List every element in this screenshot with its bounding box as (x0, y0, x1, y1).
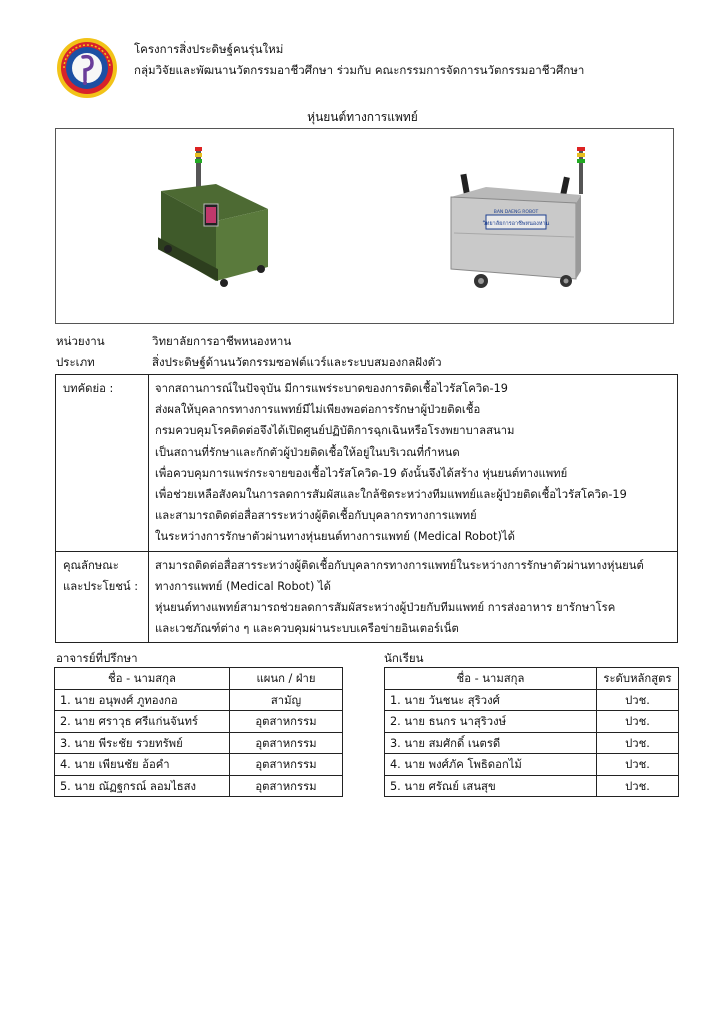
category-value: สิ่งประดิษฐ์ด้านนวัตกรรมซอฟต์แวร์และระบบสมองกลฝังตัว (152, 355, 442, 369)
table-row (385, 711, 679, 733)
students-col-level: ระดับหลักสูตร (597, 668, 679, 690)
abstract-text (149, 375, 678, 552)
students-header-row (385, 668, 679, 690)
student-level: ปวช. (597, 775, 679, 797)
advisor-dept: อุตสาหกรรม (230, 754, 343, 776)
agency-value: วิทยาลัยการอาชีพหนองหาน (152, 334, 292, 348)
features-line: หุ่นยนต์ทางแพทย์สามารถช่วยลดการสัมผัสระหว่างผู้ป่วยกับทีมแพทย์ การส่งอาหาร ยารักษาโรค (155, 601, 616, 615)
student-name: 1. นาย วันชนะ สุริวงศ์ (385, 689, 597, 711)
abstract-line: และสามารถติดต่อสื่อสารระหว่างผู้ติดเชื้อกับบุคลากรทางการแพทย์ (155, 509, 477, 523)
abstract-line: จากสถานการณ์ในปัจจุบัน มีการแพร่ระบาดของการติดเชื้อไวรัสโควิด-19 (155, 382, 508, 395)
steel-robot-label: BAN DAENG ROBOT (493, 210, 539, 215)
category-label: ประเภท (56, 355, 95, 369)
features-line: สามารถติดต่อสื่อสารระหว่างผู้ติดเชื้อกับบุคลากรทางการแพทย์ในระหว่างการรักษาตัวผ่านทางหุ่นยนต์ทางการแพทย์ (Medical Robot) ได้ (155, 558, 644, 593)
table-row (55, 775, 343, 797)
advisor-name: 5. นาย ณัฏฐกรณ์ ลอมไธสง (55, 775, 230, 797)
table-row (55, 711, 343, 733)
header-organizer: กลุ่มวิจัยและพัฒนานวัตกรรมอาชีวศึกษา ร่วมกับ คณะกรรมการจัดการนวัตกรรมอาชีวศึกษา (134, 63, 585, 77)
abstract-line: ส่งผลให้บุคลากรทางการแพทย์มีไม่เพียงพอต่อการรักษาผู้ป่วยติดเชื้อ (155, 403, 481, 417)
students-table (384, 667, 679, 797)
advisor-name: 4. นาย เพียนชัย อ้อคำ (55, 754, 230, 776)
abstract-line: เป็นสถานที่รักษาและกักตัวผู้ป่วยติดเชื้อให้อยู่ในบริเวณที่กำหนด (155, 445, 460, 459)
student-level: ปวช. (597, 711, 679, 733)
project-info-table (55, 374, 678, 643)
student-name: 5. นาย ศรัณย์ เสนสุข (385, 775, 597, 797)
features-line: และเวชภัณฑ์ต่าง ๆ และควบคุมผ่านระบบเครือข่ายอินเตอร์เน็ต (155, 622, 459, 636)
abstract-label: บทคัดย่อ : (56, 375, 149, 552)
students-section-label: นักเรียน (384, 651, 424, 665)
robot-photos (56, 129, 673, 323)
advisor-name: 1. นาย อนุพงศ์ ภูทองกอ (55, 689, 230, 711)
table-row (385, 689, 679, 711)
advisors-table (54, 667, 343, 797)
table-row (385, 754, 679, 776)
student-level: ปวช. (597, 754, 679, 776)
student-name: 3. นาย สมศักดิ์ เนตรดี (385, 732, 597, 754)
advisor-dept: อุตสาหกรรม (230, 732, 343, 754)
student-name: 4. นาย พงศ์ภัค โพธิดอกไม้ (385, 754, 597, 776)
advisor-dept: สามัญ (230, 689, 343, 711)
page-title: หุ่นยนต์ทางการแพทย์ (307, 110, 418, 124)
features-label (56, 551, 149, 643)
advisors-section-label: อาจารย์ที่ปรึกษา (56, 651, 138, 665)
table-row (385, 775, 679, 797)
abstract-line: ในระหว่างการรักษาตัวผ่านทางหุ่นยนต์ทางการแพทย์ (Medical Robot)ได้ (155, 530, 515, 544)
header-project-name: โครงการสิ่งประดิษฐ์คนรุ่นใหม่ (134, 42, 284, 56)
features-label-line: คุณลักษณะ (63, 558, 119, 572)
abstract-line: กรมควบคุมโรคติดต่อจึงได้เปิดศูนย์ปฏิบัติการฉุกเฉินหรือโรงพยาบาลสนาม (155, 424, 515, 438)
features-label-line: และประโยชน์ : (63, 579, 139, 593)
robot-photos-frame (55, 128, 674, 324)
table-row (55, 732, 343, 754)
student-level: ปวช. (597, 689, 679, 711)
table-row (55, 754, 343, 776)
advisor-name: 2. นาย ศราวุธ ศรีแก่นจันทร์ (55, 711, 230, 733)
advisors-col-dept: แผนก / ฝ่าย (230, 668, 343, 690)
agency-label: หน่วยงาน (56, 334, 105, 348)
features-text (149, 551, 678, 643)
abstract-line: เพื่อช่วยเหลือสังคมในการลดการสัมผัสและใกล้ชิดระหว่างทีมแพทย์และผู้ป่วยติดเชื้อไวรัสโควิด-19 (155, 488, 627, 502)
table-row (385, 732, 679, 754)
steel-robot-sublabel: วิทยาลัยการอาชีพหนองหาน (482, 221, 550, 227)
advisor-name: 3. นาย พีระชัย รวยทรัพย์ (55, 732, 230, 754)
abstract-row (56, 375, 678, 552)
project-logo (56, 37, 118, 99)
table-row (55, 689, 343, 711)
steel-robot-image (451, 147, 585, 288)
abstract-line: เพื่อควบคุมการแพร่กระจายของเชื้อไวรัสโควิด-19 ดังนั้นจึงได้สร้าง หุ่นยนต์ทางแพทย์ (155, 466, 568, 480)
green-robot-image (158, 147, 268, 287)
advisors-header-row (55, 668, 343, 690)
advisor-dept: อุตสาหกรรม (230, 711, 343, 733)
features-row (56, 551, 678, 643)
advisor-dept: อุตสาหกรรม (230, 775, 343, 797)
students-col-name: ชื่อ - นามสกุล (385, 668, 597, 690)
student-name: 2. นาย ธนกร นาสุริวงษ์ (385, 711, 597, 733)
advisors-col-name: ชื่อ - นามสกุล (55, 668, 230, 690)
student-level: ปวช. (597, 732, 679, 754)
